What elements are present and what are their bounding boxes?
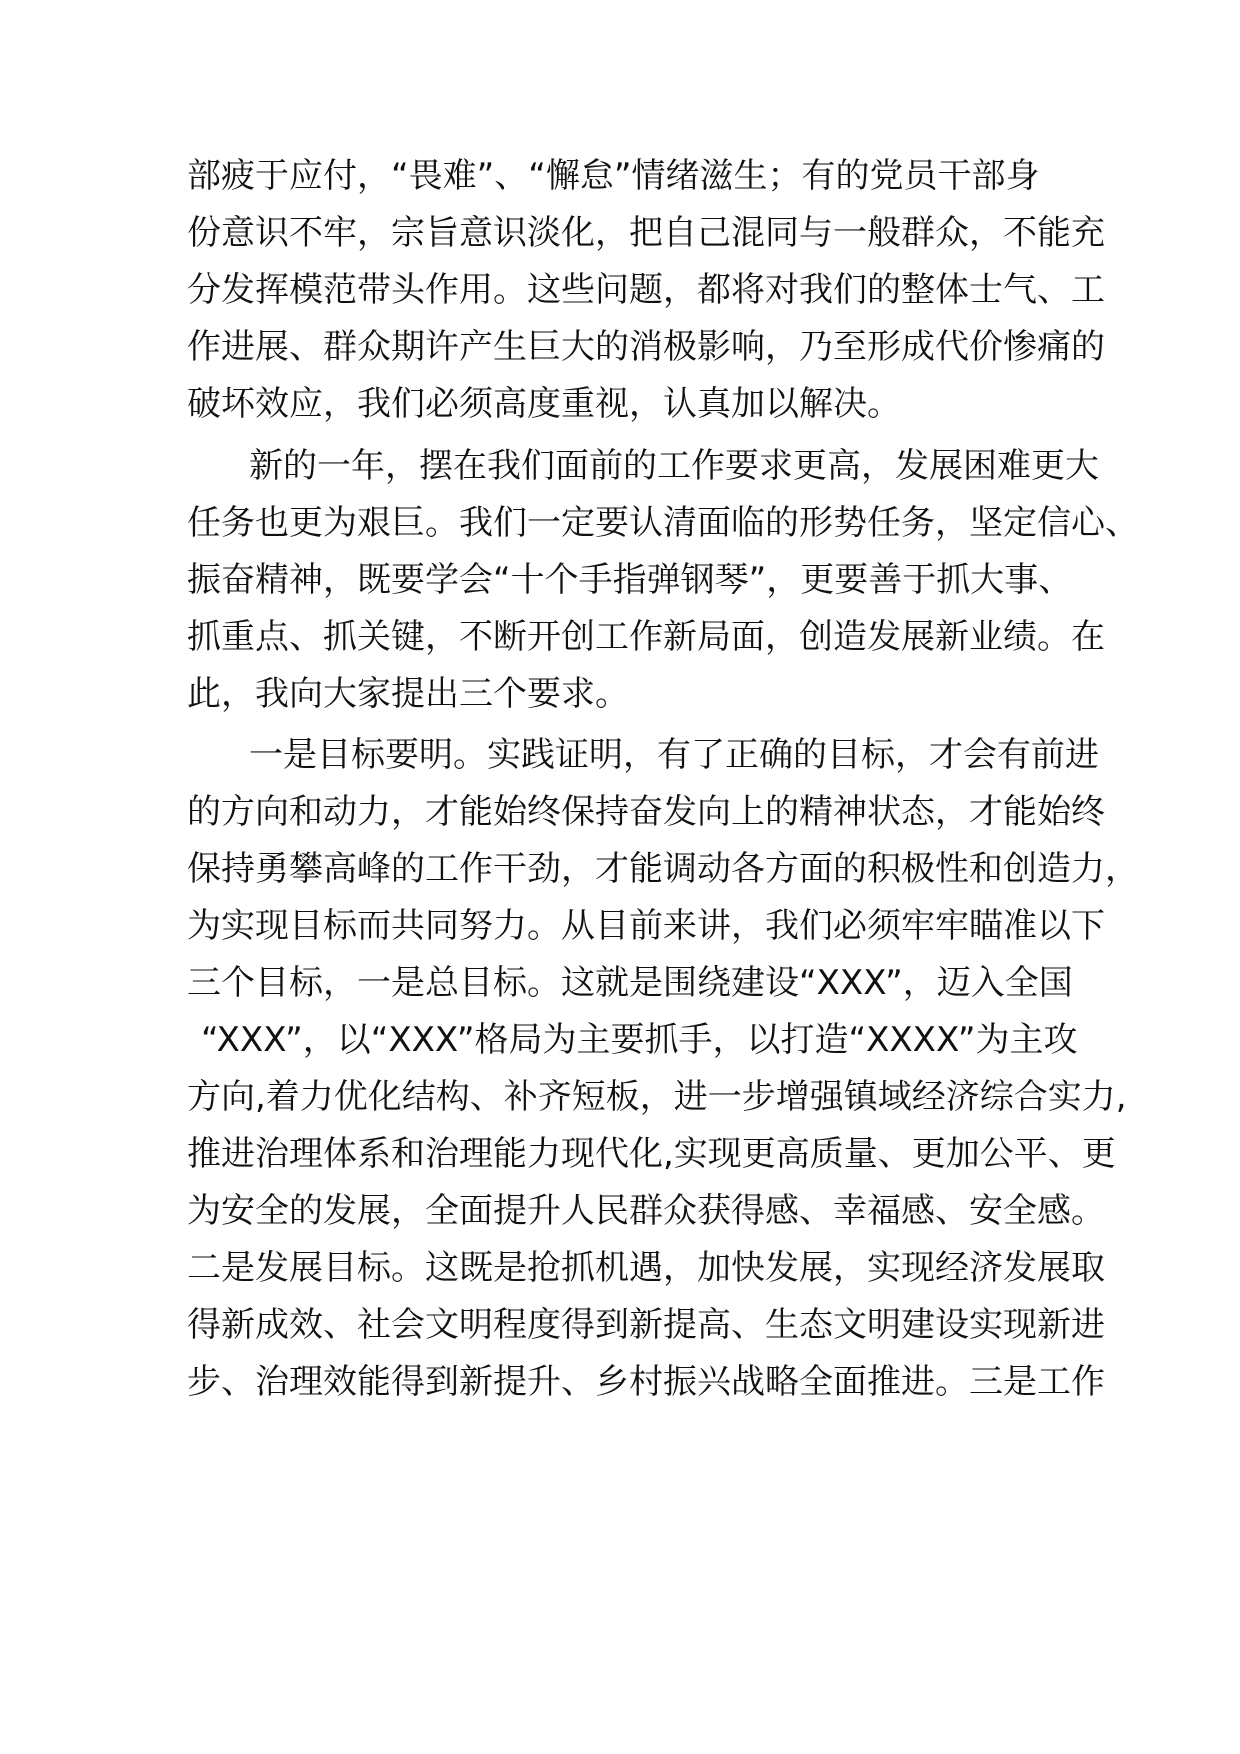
text-line: 为实现目标而共同努力。从目前来讲，我们必须牢牢瞄准以下 bbox=[187, 906, 1105, 946]
text-line: 二是发展目标。这既是抢抓机遇，加快发展，实现经济发展取 bbox=[187, 1248, 1105, 1288]
text-line: 任务也更为艰巨。我们一定要认清面临的形势任务，坚定信心、 bbox=[187, 503, 1139, 543]
text-line: 推进治理体系和治理能力现代化,实现更高质量、更加公平、更 bbox=[187, 1134, 1116, 1174]
text-line: 得新成效、社会文明程度得到新提高、生态文明建设实现新进 bbox=[187, 1305, 1105, 1345]
text-line: 破坏效应，我们必须高度重视，认真加以解决。 bbox=[187, 384, 901, 424]
text-line: 保持勇攀高峰的工作干劲，才能调动各方面的积极性和创造力， bbox=[187, 849, 1139, 889]
paragraph-start-line: 一是目标要明。实践证明，有了正确的目标，才会有前进 bbox=[249, 735, 1099, 775]
text-line: 抓重点、抓关键，不断开创工作新局面，创造发展新业绩。在 bbox=[187, 617, 1105, 657]
text-line: 作进展、群众期许产生巨大的消极影响，乃至形成代价惨痛的 bbox=[187, 327, 1105, 367]
text-line: 为安全的发展，全面提升人民群众获得感、幸福感、安全感。 bbox=[187, 1191, 1105, 1231]
text-line: 份意识不牢，宗旨意识淡化，把自己混同与一般群众，不能充 bbox=[187, 213, 1105, 253]
text-line: 步、治理效能得到新提升、乡村振兴战略全面推进。三是工作 bbox=[187, 1362, 1105, 1402]
text-line: 的方向和动力，才能始终保持奋发向上的精神状态，才能始终 bbox=[187, 792, 1105, 832]
paragraph-start-line: 新的一年，摆在我们面前的工作要求更高，发展困难更大 bbox=[249, 446, 1099, 486]
text-line: 方向,着力优化结构、补齐短板，进一步增强镇域经济综合实力, bbox=[187, 1077, 1127, 1117]
text-line: “XXX”，以“XXX”格局为主要抓手，以打造“XXXX”为主攻 bbox=[201, 1020, 1078, 1060]
text-line: 三个目标，一是总目标。这就是围绕建设“XXX”，迈入全国 bbox=[187, 963, 1073, 1003]
text-line: 部疲于应付，“畏难”、“懈怠”情绪滋生；有的党员干部身 bbox=[187, 156, 1040, 196]
text-line: 分发挥模范带头作用。这些问题，都将对我们的整体士气、工 bbox=[187, 270, 1105, 310]
text-line: 振奋精神，既要学会“十个手指弹钢琴”，更要善于抓大事、 bbox=[187, 560, 1073, 600]
text-line: 此，我向大家提出三个要求。 bbox=[187, 674, 629, 714]
